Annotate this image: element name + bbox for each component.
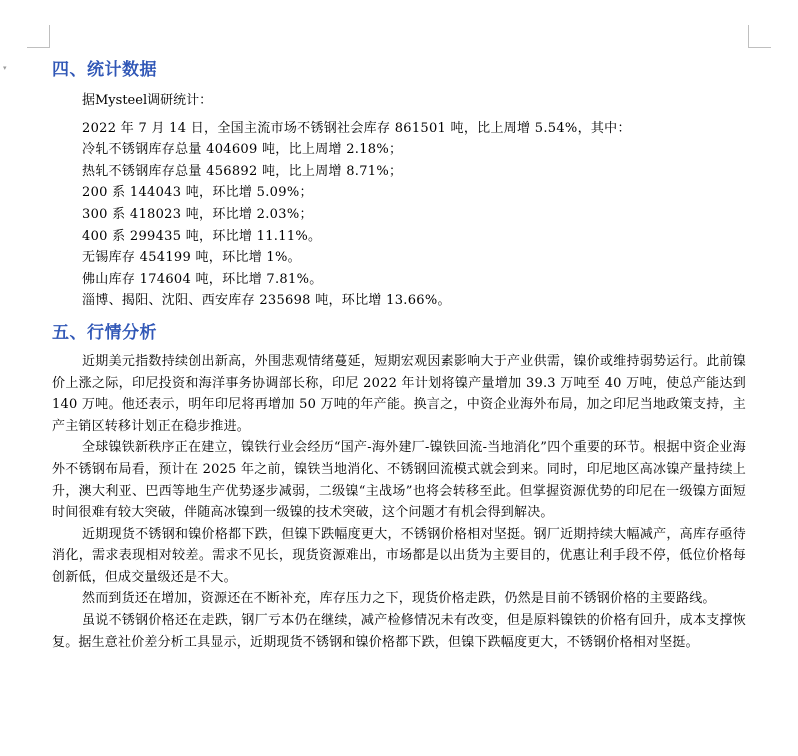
statistics-line: 佛山库存 174604 吨，环比增 7.81%。: [82, 271, 323, 287]
collapse-arrow-icon[interactable]: ▾: [3, 64, 7, 72]
statistics-line: 400 系 299435 吨，环比增 11.11%。: [82, 228, 322, 244]
statistics-line: 200 系 144043 吨，环比增 5.09%；: [82, 185, 313, 201]
statistics-line: 淄博、揭阳、沈阳、西安库存 235698 吨，环比增 13.66%。: [82, 293, 451, 309]
statistics-line: 热轧不锈钢库存总量 456892 吨，比上周增 8.71%；: [82, 163, 403, 179]
statistics-line: 冷轧不锈钢库存总量 404609 吨，比上周增 2.18%；: [82, 142, 403, 158]
statistics-line: 2022 年 7 月 14 日，全国主流市场不锈钢社会库存 861501 吨，比上周增 5.54%，其中：: [82, 120, 631, 136]
crop-mark-top-right: [748, 25, 771, 48]
analysis-paragraph: 然而到货还在增加，资源还在不断补充，库存压力之下，现货价格走跌，仍然是目前不锈钢价格的主要路线。: [82, 591, 716, 607]
section-statistics: [52, 56, 752, 312]
statistics-list: [52, 118, 752, 312]
statistics-intro: 据Mysteel调研统计：: [82, 93, 213, 108]
document-body: [52, 56, 752, 653]
analysis-paragraph: 全球镍铁新秩序正在建立，镍铁行业会经历“国产-海外建厂-镍铁回流-当地消化”四个重要的环节。根据中资企业海外不锈钢布局看，预计在 2025 年之前，镍铁当地消化、不锈钢回流模式就会到来。同时，印尼地区高冰镍产量持续上升，澳大利亚、巴西等地生产优势逐步减弱，二级镍“主战场”也将会转移至此。但掌握资源优势的印尼在一级镍方面短时间很难有较大突破，伴随高冰镍到一级镍的技术突破，这个问题才有机会得到解决。: [52, 440, 746, 521]
analysis-paragraph: 近期现货不锈钢和镍价格都下跌，但镍下跌幅度更大，不锈钢价格相对坚挺。钢厂近期持续大幅减产，高库存亟待消化，需求表现相对较差。需求不见长，现货资源难出，市场都是以出货为主要目的，优惠让利手段不停，低位价格每创新低，但成交量级还是不大。: [52, 526, 746, 585]
analysis-paragraphs: [52, 351, 752, 653]
statistics-line: 无锡库存 454199 吨，环比增 1%。: [82, 250, 301, 266]
section-heading-statistics: 四、统计数据: [52, 60, 157, 80]
statistics-line: 300 系 418023 吨，环比增 2.03%；: [82, 206, 313, 222]
analysis-paragraph: 近期美元指数持续创出新高，外围悲观情绪蔓延，短期宏观因素影响大于产业供需，镍价或维持弱势运行。此前镍价上涨之际，印尼投资和海洋事务协调部长称，印尼 2022 年计划将镍产量增加 39.3 万吨至 40 万吨，使总产能达到 140 万吨。他还表示，明年印尼将再增加 50 万吨的年产能。换言之，中资企业海外布局，加之印尼当地政策支持，主产主销区转移计划正在稳步推进。: [52, 353, 746, 434]
section-heading-market-analysis: 五、行情分析: [52, 322, 157, 343]
analysis-paragraph: 虽说不锈钢价格还在走跌，钢厂亏本仍在继续，减产检修情况未有改变，但是原料镍铁的价格有回升，成本支撑恢复。据生意社价差分析工具显示，近期现货不锈钢和镍价格都下跌，但镍下跌幅度更大，不锈钢价格相对坚挺。: [52, 613, 746, 650]
crop-mark-top-left: [27, 25, 50, 48]
section-market-analysis: [52, 319, 752, 653]
